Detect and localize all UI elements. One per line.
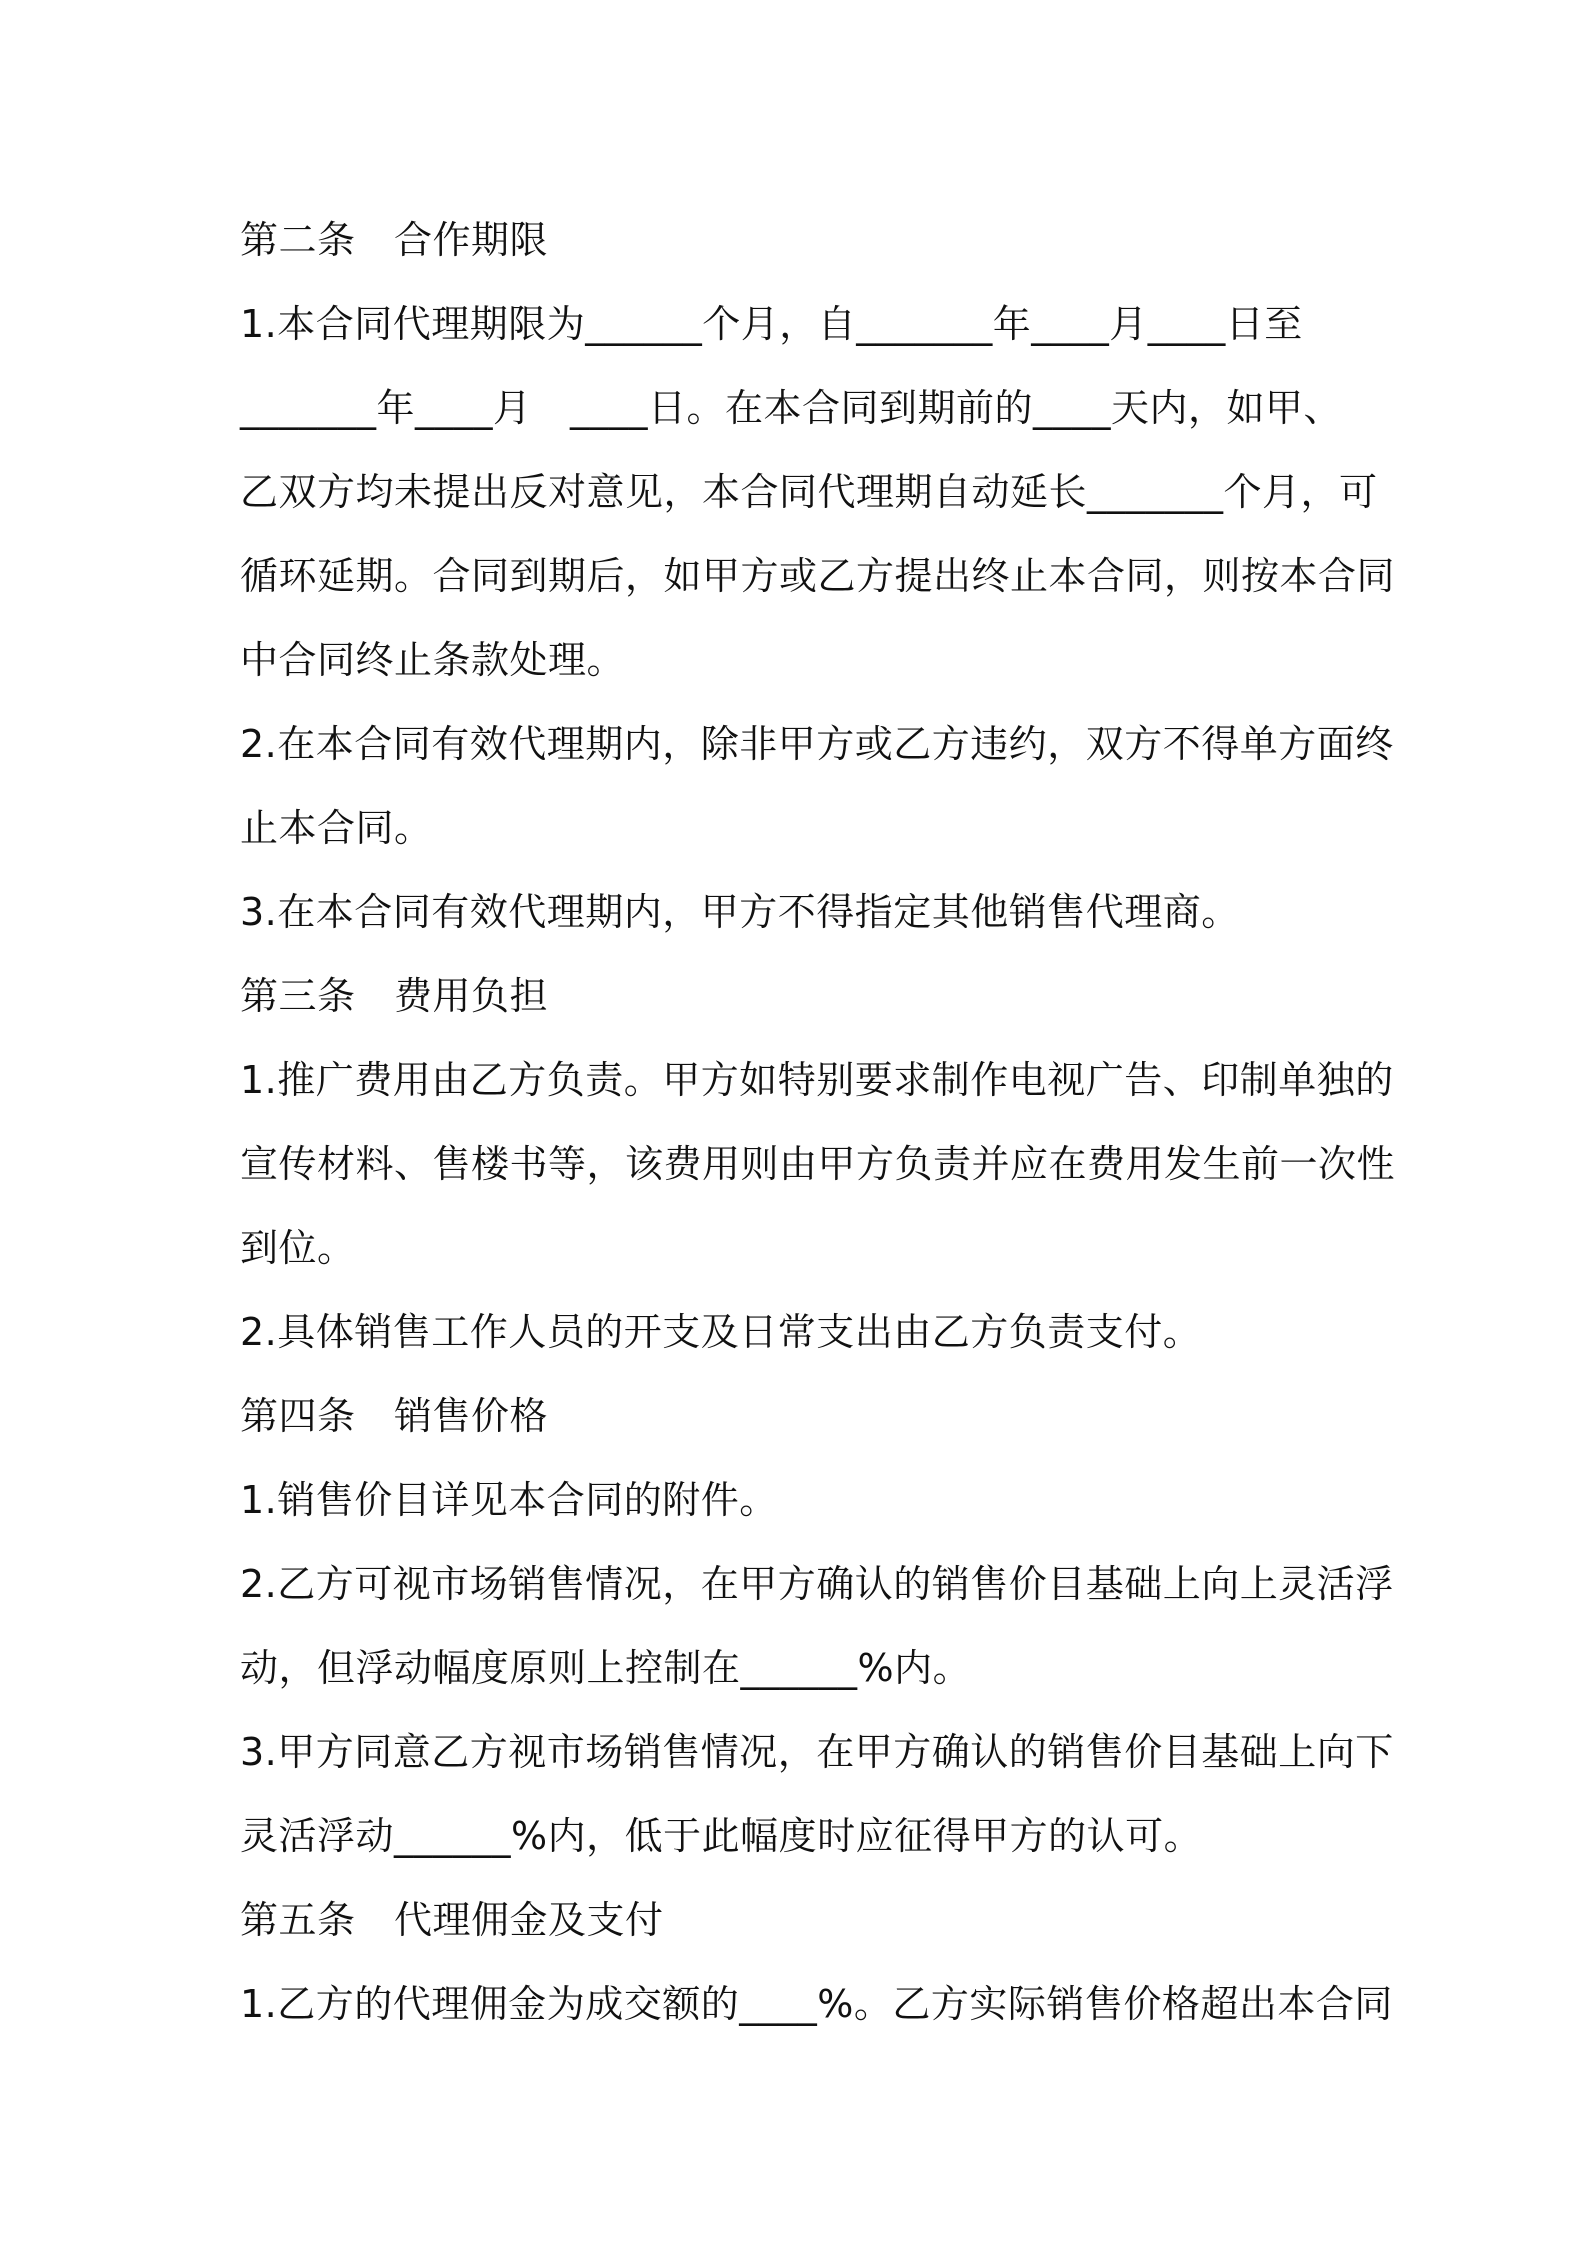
paragraph-line: 1.本合同代理期限为______个月，自_______年____月____日至 (240, 302, 1303, 346)
paragraph-line: 2.乙方可视市场销售情况，在甲方确认的销售价目基础上向上灵活浮 (240, 1562, 1394, 1606)
paragraph-line: 1.推广费用由乙方负责。甲方如特别要求制作电视广告、印制单独的 (240, 1058, 1394, 1102)
article-heading-5: 第五条 代理佣金及支付 (240, 1898, 664, 1942)
paragraph-line: 1.乙方的代理佣金为成交额的____%。乙方实际销售价格超出本合同 (240, 1982, 1393, 2026)
paragraph-line: 1.销售价目详见本合同的附件。 (240, 1478, 778, 1522)
paragraph-line: 到位。 (240, 1226, 356, 1270)
paragraph-line: 止本合同。 (240, 806, 433, 850)
paragraph-line: 循环延期。合同到期后，如甲方或乙方提出终止本合同，则按本合同 (240, 554, 1396, 598)
article-heading-4: 第四条 销售价格 (240, 1394, 549, 1438)
paragraph-line: 动，但浮动幅度原则上控制在______%内。 (240, 1646, 972, 1690)
paragraph-line: 宣传材料、售楼书等，该费用则由甲方负责并应在费用发生前一次性 (240, 1142, 1396, 1186)
paragraph-line: 2.具体销售工作人员的开支及日常支出由乙方负责支付。 (240, 1310, 1202, 1354)
paragraph-line: 灵活浮动______%内，低于此幅度时应征得甲方的认可。 (240, 1814, 1203, 1858)
document-body (240, 198, 1396, 2046)
article-heading-3: 第三条 费用负担 (240, 974, 549, 1018)
paragraph-line: _______年____月 ____日。在本合同到期前的____天内，如甲、 (240, 386, 1343, 430)
paragraph-line: 2.在本合同有效代理期内，除非甲方或乙方违约，双方不得单方面终 (240, 722, 1394, 766)
paragraph-line: 3.甲方同意乙方视市场销售情况，在甲方确认的销售价目基础上向下 (240, 1730, 1394, 1774)
article-heading-2: 第二条 合作期限 (240, 218, 549, 262)
paragraph-line: 中合同终止条款处理。 (240, 638, 626, 682)
paragraph-line: 乙双方均未提出反对意见，本合同代理期自动延长_______个月，可 (240, 470, 1378, 514)
paragraph-line: 3.在本合同有效代理期内，甲方不得指定其他销售代理商。 (240, 890, 1240, 934)
